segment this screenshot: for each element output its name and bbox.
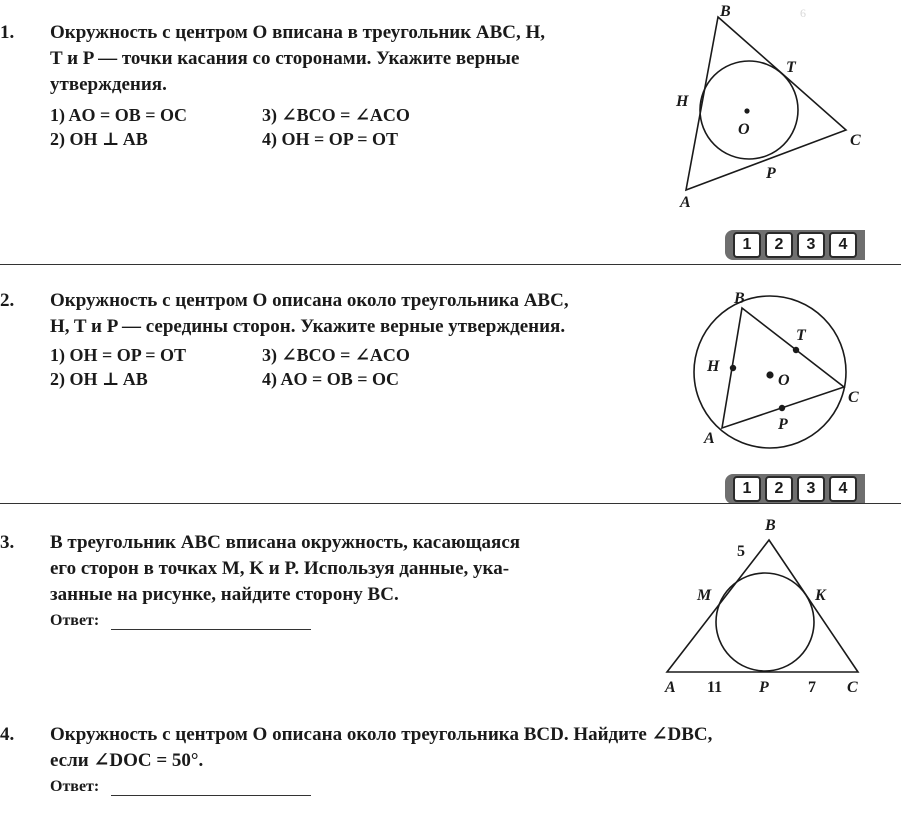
q3-text: [50, 530, 520, 608]
q2-option-1[interactable]: 1) OH = OP = OT: [50, 345, 187, 365]
q3-label-a: A: [665, 679, 676, 696]
q2-point-t: [793, 347, 799, 353]
q3-answer: [50, 612, 311, 630]
q1-label-t: T: [786, 59, 796, 76]
q1-text-line: Окружность с центром O вписана в треугольник ABC, H,: [50, 22, 546, 43]
q3-label-7: 7: [808, 679, 816, 696]
q2-label-p: P: [778, 416, 788, 433]
bleed-through-text: 6: [800, 6, 806, 20]
q1-option-1[interactable]: 1) AO = OB = OC: [50, 105, 188, 125]
q3-figure: [655, 512, 870, 697]
q1-option-4[interactable]: 4) OH = OP = OT: [262, 129, 399, 149]
q1-text: [50, 20, 545, 98]
q2-center-point: [766, 371, 773, 378]
q2-text-line: H, T и P — середины сторон. Укажите верные утверждения.: [50, 316, 566, 337]
q1-option-2[interactable]: 2) OH ⊥ AB: [50, 129, 148, 149]
q1-number: 1.: [0, 22, 15, 43]
q2-option-3[interactable]: 3) ∠BCO = ∠ACO: [262, 345, 410, 365]
q2-option-4[interactable]: 4) AO = OB = OC: [262, 369, 400, 389]
q3-incircle: [716, 573, 814, 671]
q1-answer-cell-3[interactable]: 3: [797, 232, 825, 258]
q4-answer: [50, 778, 311, 796]
q2-label-a: A: [704, 430, 715, 447]
q3-label-5: 5: [737, 543, 745, 560]
q1-label-c: C: [850, 132, 861, 149]
q1-answer-box: [725, 230, 865, 260]
q2-label-h: H: [707, 358, 720, 375]
q2-number: 2.: [0, 290, 15, 311]
q3-text-line: его сторон в точках M, K и P. Используя данные, ука-: [50, 558, 510, 579]
q2-point-h: [730, 365, 736, 371]
q2-figure: [690, 285, 880, 450]
q1-figure: [660, 0, 880, 215]
q4-number: 4.: [0, 724, 15, 745]
q4-text-line: если ∠DOC = 50°.: [50, 750, 204, 771]
q1-center-point: [744, 108, 749, 113]
q2-option-2[interactable]: 2) OH ⊥ AB: [50, 369, 148, 389]
q3-label-b: B: [765, 517, 776, 534]
q2-label-o: O: [778, 372, 790, 389]
q2-label-c: C: [848, 389, 859, 406]
q3-number: 3.: [0, 532, 15, 553]
q2-answer-cell-3[interactable]: 3: [797, 476, 825, 502]
q2-text: [50, 288, 569, 340]
q3-label-11: 11: [707, 679, 723, 696]
q1-text-line: утверждения.: [50, 74, 167, 95]
q1-answer-cell-1[interactable]: 1: [733, 232, 761, 258]
q2-point-p: [779, 405, 785, 411]
q1-option-3[interactable]: 3) ∠BCO = ∠ACO: [262, 105, 410, 125]
section-divider: [0, 503, 901, 504]
q3-label-k: K: [815, 587, 826, 604]
q3-label-p: P: [759, 679, 769, 696]
q2-label-b: B: [734, 290, 745, 307]
q2-answer-box: [725, 474, 865, 504]
q1-label-a: A: [680, 194, 691, 211]
q4-answer-label: Ответ:: [50, 778, 100, 795]
q4-text: [50, 722, 712, 774]
q4-answer-line[interactable]: [111, 781, 311, 796]
q2-text-line: Окружность с центром O описана около треугольника ABC,: [50, 290, 569, 311]
q1-answer-cell-2[interactable]: 2: [765, 232, 793, 258]
q3-label-c: C: [847, 679, 858, 696]
q1-label-o: O: [738, 121, 750, 138]
q1-answer-cell-4[interactable]: 4: [829, 232, 857, 258]
q1-label-p: P: [766, 165, 776, 182]
q3-answer-line[interactable]: [111, 615, 311, 630]
q3-triangle: [667, 540, 858, 672]
q3-text-line: занные на рисунке, найдите сторону BC.: [50, 584, 399, 605]
q2-label-t: T: [796, 327, 806, 344]
q2-answer-cell-2[interactable]: 2: [765, 476, 793, 502]
q3-label-m: M: [697, 587, 712, 604]
q3-answer-label: Ответ:: [50, 612, 100, 629]
q2-answer-cell-4[interactable]: 4: [829, 476, 857, 502]
q3-text-line: В треугольник ABC вписана окружность, касающаяся: [50, 532, 521, 553]
q1-text-line: T и P — точки касания со сторонами. Укажите верные: [50, 48, 520, 69]
q2-answer-cell-1[interactable]: 1: [733, 476, 761, 502]
q1-label-b: B: [720, 3, 731, 20]
q1-label-h: H: [676, 93, 689, 110]
q4-text-line: Окружность с центром O описана около треугольника BCD. Найдите ∠DBC,: [50, 724, 713, 745]
section-divider: [0, 264, 901, 265]
